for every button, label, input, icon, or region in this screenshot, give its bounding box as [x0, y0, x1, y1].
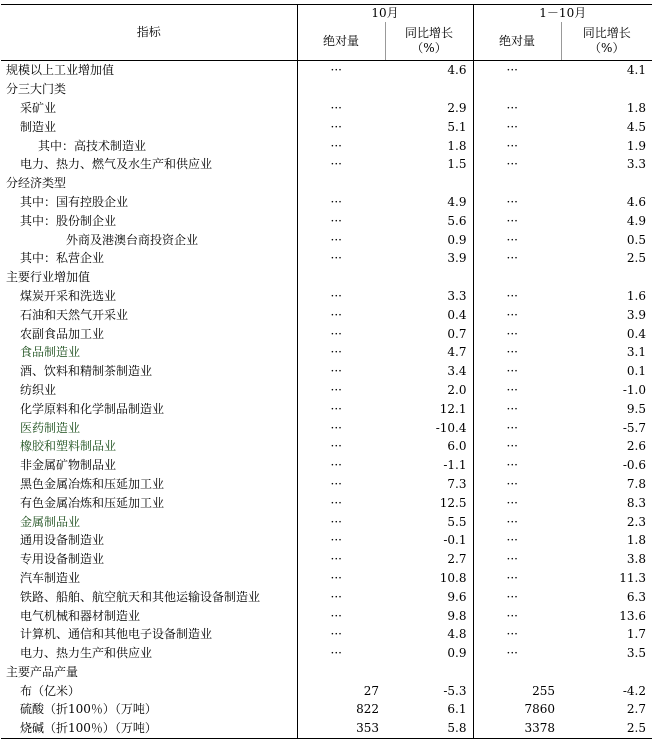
period-oct-header: 10月 — [297, 5, 473, 23]
ytd-yoy-header: 同比增长 （%） — [561, 22, 652, 61]
oct-yoy-cell: 10.8 — [439, 570, 467, 585]
table-row — [1, 211, 652, 230]
oct-abs-cell: ··· — [297, 418, 385, 437]
row-label: 专用设备制造业 — [20, 552, 105, 567]
ytd-abs-cell — [473, 174, 561, 193]
table-row — [1, 625, 652, 644]
row-label: 分经济类型 — [6, 176, 67, 191]
ytd-yoy-cell: 4.6 — [626, 194, 646, 209]
table-row — [1, 475, 652, 494]
oct-yoy-cell: 9.6 — [447, 589, 467, 604]
table-row — [1, 531, 652, 550]
oct-yoy-cell: 5.1 — [447, 119, 467, 134]
row-label: 其中：股份制企业 — [20, 213, 117, 228]
row-label: 铁路、船舶、航空航天和其他运输设备制造业 — [20, 589, 261, 604]
row-label: 电气机械和器材制造业 — [20, 608, 141, 623]
table-header — [1, 5, 652, 61]
table-row — [1, 136, 652, 155]
row-label: 分三大门类 — [6, 82, 67, 97]
indicator-header: 指标 — [1, 5, 297, 61]
table-row — [1, 249, 652, 268]
oct-abs-cell: ··· — [297, 287, 385, 306]
ytd-yoy-cell: 8.3 — [626, 495, 646, 510]
oct-yoy-cell: 3.4 — [447, 364, 467, 379]
oct-yoy-cell: 1.8 — [447, 138, 467, 153]
oct-yoy-cell: 12.5 — [439, 495, 467, 510]
oct-yoy-cell: 2.9 — [447, 100, 467, 115]
oct-yoy-cell: 12.1 — [439, 401, 467, 416]
oct-abs-cell — [297, 268, 385, 287]
ytd-yoy-cell: 6.3 — [626, 589, 646, 604]
oct-abs-cell: ··· — [297, 362, 385, 381]
ytd-yoy-cell: 1.7 — [626, 627, 646, 642]
table-row — [1, 550, 652, 569]
row-label: 有色金属冶炼和压延加工业 — [20, 495, 165, 510]
oct-abs-cell: ··· — [297, 399, 385, 418]
row-label: 其中：国有控股企业 — [20, 194, 129, 209]
table-row — [1, 324, 652, 343]
oct-abs-cell: ··· — [297, 625, 385, 644]
row-label: 黑色金属冶炼和压延加工业 — [20, 476, 165, 491]
oct-yoy-cell: 0.9 — [447, 646, 467, 661]
oct-yoy-cell: 5.8 — [385, 719, 473, 738]
ytd-abs-cell: ··· — [473, 211, 561, 230]
table-row — [1, 381, 652, 400]
oct-yoy-cell: 1.5 — [447, 157, 467, 172]
oct-abs-cell: ··· — [297, 493, 385, 512]
table-row — [1, 569, 652, 588]
oct-abs-cell: ··· — [297, 587, 385, 606]
ytd-yoy-cell: 7.8 — [626, 476, 646, 491]
oct-yoy-cell — [385, 174, 473, 193]
ytd-yoy-cell: 4.9 — [626, 213, 646, 228]
row-label: 石油和天然气开采业 — [20, 307, 129, 322]
ytd-yoy-cell: 1.8 — [626, 533, 646, 548]
oct-yoy-header: 同比增长 （%） — [385, 22, 473, 61]
oct-yoy-cell — [385, 80, 473, 99]
oct-abs-cell: ··· — [297, 644, 385, 663]
oct-abs-cell: ··· — [297, 381, 385, 400]
ytd-abs-cell: 7860 — [473, 700, 561, 719]
oct-yoy-cell: -0.1 — [443, 533, 467, 548]
ytd-abs-cell: ··· — [473, 249, 561, 268]
oct-abs-cell: ··· — [297, 249, 385, 268]
row-label: 电力、热力、燃气及水生产和供应业 — [20, 157, 213, 172]
ytd-yoy-cell: -4.2 — [622, 683, 646, 698]
ytd-abs-cell: ··· — [473, 99, 561, 118]
table-row — [1, 305, 652, 324]
row-label: 通用设备制造业 — [20, 533, 105, 548]
ytd-yoy-cell: 2.6 — [626, 439, 646, 454]
ytd-yoy-cell: 11.3 — [619, 570, 646, 585]
oct-abs-cell: ··· — [297, 456, 385, 475]
table-row — [1, 512, 652, 531]
oct-yoy-cell: 2.7 — [447, 552, 467, 567]
ytd-abs-cell: ··· — [473, 569, 561, 588]
oct-abs-cell: ··· — [297, 193, 385, 212]
oct-abs-cell: ··· — [297, 155, 385, 174]
oct-yoy-cell: 2.0 — [447, 382, 467, 397]
oct-yoy-cell: 0.7 — [447, 326, 467, 341]
oct-abs-cell: ··· — [297, 531, 385, 550]
ytd-yoy-cell: 2.3 — [626, 514, 646, 529]
ytd-abs-cell — [473, 80, 561, 99]
ytd-yoy-cell: 4.5 — [626, 119, 646, 134]
ytd-abs-cell: ··· — [473, 625, 561, 644]
row-label: 汽车制造业 — [20, 570, 81, 585]
row-label[interactable]: 食品制造业 — [20, 345, 81, 360]
table-row — [1, 493, 652, 512]
row-label: 纺织业 — [20, 382, 57, 397]
table-row — [1, 700, 652, 719]
oct-yoy-cell — [385, 663, 473, 682]
oct-abs-cell: ··· — [297, 343, 385, 362]
oct-abs-cell — [297, 80, 385, 99]
ytd-yoy-cell: 1.6 — [626, 288, 646, 303]
oct-yoy-cell: 4.7 — [447, 345, 467, 360]
ytd-yoy-cell: 3.9 — [626, 307, 646, 322]
oct-yoy-cell: 0.4 — [447, 307, 467, 322]
ytd-abs-cell: ··· — [473, 193, 561, 212]
table-row — [1, 362, 652, 381]
oct-abs-cell: 353 — [297, 719, 385, 738]
table-row — [1, 80, 652, 99]
table-row — [1, 117, 652, 136]
ytd-yoy-cell: 0.5 — [626, 232, 646, 247]
table-row — [1, 99, 652, 118]
table-row — [1, 437, 652, 456]
table-row — [1, 644, 652, 663]
ytd-yoy-cell: 2.5 — [561, 719, 652, 738]
ytd-yoy-cell — [561, 663, 652, 682]
ytd-abs-cell: ··· — [473, 230, 561, 249]
ytd-abs-cell: ··· — [473, 418, 561, 437]
period-ytd-header: 1－10月 — [473, 5, 652, 23]
row-label: 采矿业 — [20, 100, 57, 115]
oct-abs-cell: 822 — [297, 700, 385, 719]
ytd-yoy-cell: -1.0 — [622, 382, 646, 397]
oct-abs-cell: ··· — [297, 61, 385, 80]
ytd-yoy-cell: -0.6 — [622, 458, 646, 473]
row-label: 其中：私营企业 — [20, 251, 105, 266]
ytd-abs-cell: ··· — [473, 550, 561, 569]
table-row — [1, 418, 652, 437]
table-row — [1, 61, 652, 80]
ytd-yoy-cell: 0.4 — [626, 326, 646, 341]
oct-yoy-cell: 3.9 — [447, 251, 467, 266]
table-row — [1, 174, 652, 193]
table-row — [1, 719, 652, 738]
ytd-abs-cell — [473, 663, 561, 682]
ytd-yoy-cell: 1.8 — [626, 100, 646, 115]
row-label: 布（亿米） — [20, 683, 81, 698]
table-row — [1, 399, 652, 418]
ytd-abs-cell: 255 — [473, 681, 561, 700]
ytd-yoy-cell: 13.6 — [619, 608, 646, 623]
oct-abs-cell: ··· — [297, 324, 385, 343]
ytd-abs-cell: ··· — [473, 136, 561, 155]
row-label: 计算机、通信和其他电子设备制造业 — [20, 627, 213, 642]
ytd-abs-cell: ··· — [473, 343, 561, 362]
row-label: 硫酸（折100％）（万吨） — [20, 702, 157, 717]
oct-yoy-cell: 7.3 — [447, 476, 467, 491]
oct-abs-header: 绝对量 — [297, 22, 385, 61]
oct-yoy-cell: 4.6 — [447, 63, 467, 78]
oct-abs-cell: ··· — [297, 569, 385, 588]
row-label[interactable]: 金属制品业 — [20, 514, 81, 529]
industrial-stats-table — [1, 4, 652, 739]
ytd-yoy-cell: 3.5 — [626, 646, 646, 661]
row-label: 规模以上工业增加值 — [6, 63, 115, 78]
oct-abs-cell: ··· — [297, 305, 385, 324]
ytd-yoy-cell: 9.5 — [626, 401, 646, 416]
oct-abs-cell: ··· — [297, 606, 385, 625]
oct-yoy-cell: 4.8 — [447, 627, 467, 642]
ytd-yoy-cell: 3.3 — [626, 157, 646, 172]
row-label: 农副食品加工业 — [20, 326, 105, 341]
table-body — [1, 61, 652, 739]
ytd-abs-cell: ··· — [473, 324, 561, 343]
ytd-abs-cell: ··· — [473, 531, 561, 550]
ytd-abs-cell: ··· — [473, 437, 561, 456]
ytd-abs-cell: ··· — [473, 362, 561, 381]
row-label: 烧碱（折100％）（万吨） — [1, 719, 297, 738]
ytd-yoy-cell: -5.7 — [622, 420, 646, 435]
ytd-abs-cell: 3378 — [473, 719, 561, 738]
ytd-abs-cell: ··· — [473, 644, 561, 663]
ytd-abs-cell: ··· — [473, 117, 561, 136]
ytd-yoy-cell: 2.5 — [626, 251, 646, 266]
oct-yoy-cell: 9.8 — [447, 608, 467, 623]
table-row — [1, 268, 652, 287]
ytd-abs-cell: ··· — [473, 381, 561, 400]
row-label: 其中：高技术制造业 — [38, 138, 147, 153]
row-label: 非金属矿物制品业 — [20, 458, 117, 473]
table-row — [1, 343, 652, 362]
oct-yoy-cell: -10.4 — [435, 420, 467, 435]
ytd-abs-cell: ··· — [473, 155, 561, 174]
oct-abs-cell: ··· — [297, 550, 385, 569]
oct-abs-cell: ··· — [297, 475, 385, 494]
ytd-abs-cell: ··· — [473, 287, 561, 306]
row-label[interactable]: 橡胶和塑料制品业 — [20, 439, 117, 454]
row-label: 主要行业增加值 — [6, 270, 91, 285]
oct-abs-cell — [297, 174, 385, 193]
row-label[interactable]: 医药制造业 — [20, 420, 81, 435]
ytd-yoy-cell: 3.1 — [626, 345, 646, 360]
oct-abs-cell: ··· — [297, 437, 385, 456]
row-label: 煤炭开采和洗选业 — [20, 288, 117, 303]
ytd-yoy-cell — [561, 80, 652, 99]
ytd-abs-cell: ··· — [473, 475, 561, 494]
ytd-abs-cell: ··· — [473, 61, 561, 80]
ytd-abs-header: 绝对量 — [473, 22, 561, 61]
table-row — [1, 193, 652, 212]
table-row — [1, 155, 652, 174]
ytd-abs-cell — [473, 268, 561, 287]
table-row — [1, 606, 652, 625]
row-label: 化学原料和化学制品制造业 — [20, 401, 165, 416]
oct-yoy-cell: -1.1 — [443, 458, 467, 473]
row-label: 酒、饮料和精制茶制造业 — [20, 364, 153, 379]
row-label: 电力、热力生产和供应业 — [20, 646, 153, 661]
ytd-yoy-cell: 1.9 — [626, 138, 646, 153]
row-label: 主要产品产量 — [6, 664, 79, 679]
oct-yoy-cell: 5.5 — [447, 514, 467, 529]
oct-yoy-cell: 5.6 — [447, 213, 467, 228]
oct-abs-cell: ··· — [297, 512, 385, 531]
oct-abs-cell: ··· — [297, 99, 385, 118]
ytd-abs-cell: ··· — [473, 493, 561, 512]
ytd-abs-cell: ··· — [473, 305, 561, 324]
ytd-yoy-cell — [561, 268, 652, 287]
oct-yoy-cell: 3.3 — [447, 288, 467, 303]
oct-abs-cell: ··· — [297, 230, 385, 249]
ytd-abs-cell: ··· — [473, 512, 561, 531]
table-row — [1, 663, 652, 682]
ytd-abs-cell: ··· — [473, 606, 561, 625]
table-row — [1, 681, 652, 700]
table-row — [1, 587, 652, 606]
oct-yoy-cell: -5.3 — [443, 683, 467, 698]
ytd-yoy-cell — [561, 174, 652, 193]
ytd-yoy-cell: 4.1 — [626, 63, 646, 78]
oct-yoy-cell: 6.1 — [447, 702, 467, 717]
oct-abs-cell: ··· — [297, 211, 385, 230]
oct-abs-cell — [297, 663, 385, 682]
ytd-abs-cell: ··· — [473, 399, 561, 418]
ytd-yoy-cell: 2.7 — [626, 702, 646, 717]
ytd-abs-cell: ··· — [473, 456, 561, 475]
oct-abs-cell: 27 — [297, 681, 385, 700]
row-label: 外商及港澳台商投资企业 — [66, 232, 199, 247]
row-label: 制造业 — [20, 119, 57, 134]
ytd-yoy-cell: 3.8 — [626, 552, 646, 567]
ytd-yoy-cell: 0.1 — [626, 364, 646, 379]
oct-yoy-cell — [385, 268, 473, 287]
ytd-abs-cell: ··· — [473, 587, 561, 606]
oct-yoy-cell: 0.9 — [447, 232, 467, 247]
oct-yoy-cell: 4.9 — [447, 194, 467, 209]
table-row — [1, 456, 652, 475]
table-row — [1, 230, 652, 249]
table-row — [1, 287, 652, 306]
oct-yoy-cell: 6.0 — [447, 439, 467, 454]
oct-abs-cell: ··· — [297, 136, 385, 155]
oct-abs-cell: ··· — [297, 117, 385, 136]
